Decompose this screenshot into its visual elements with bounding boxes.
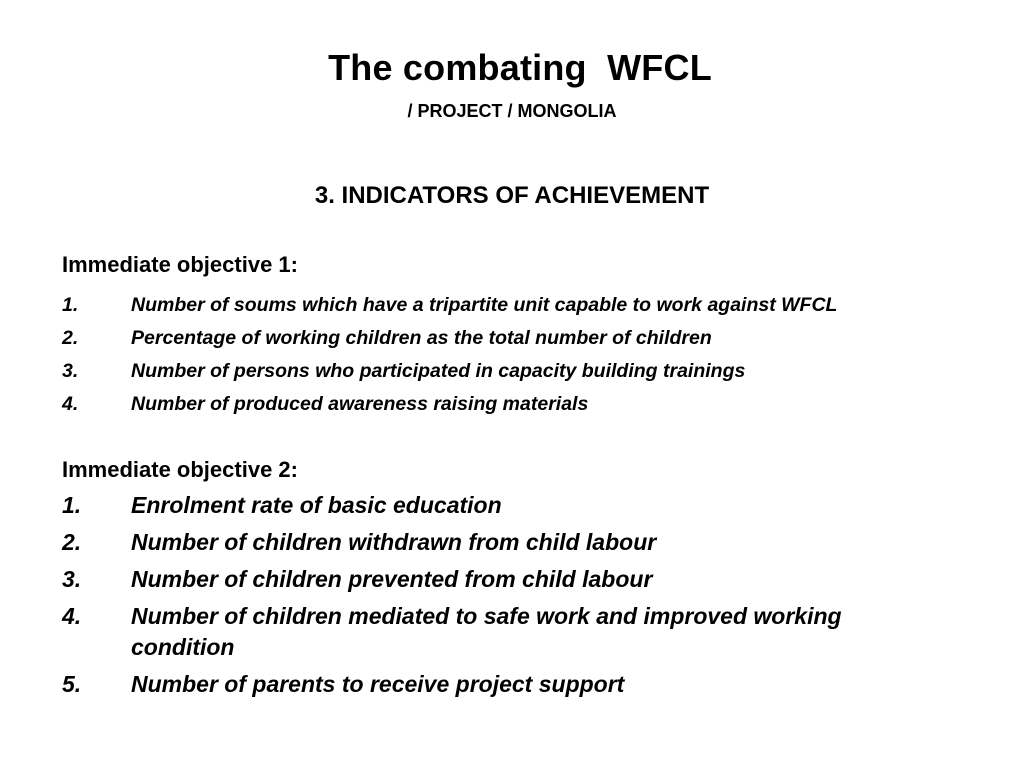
list-item	[62, 355, 837, 388]
list-item	[62, 490, 942, 521]
list-item-text: Number of parents to receive project support	[131, 671, 625, 697]
list-item-number: 1.	[62, 492, 82, 518]
list-item	[62, 388, 837, 421]
list-item-number: 5.	[62, 671, 82, 697]
objective-1-heading: Immediate objective 1:	[62, 252, 298, 277]
objective-2-heading: Immediate objective 2:	[62, 457, 298, 482]
list-item-text: Number of children withdrawn from child labour	[131, 529, 657, 555]
list-item-text: Number of soums which have a tripartite unit capable to work against WFCL	[131, 294, 838, 316]
slide-subtitle: / PROJECT / MONGOLIA	[407, 101, 617, 121]
list-item-text: Percentage of working children as the total number of children	[131, 327, 712, 349]
list-item	[62, 289, 837, 322]
objective-2-list	[62, 490, 942, 706]
list-item-text: Number of children prevented from child labour	[131, 566, 653, 592]
objective-1-list	[62, 289, 837, 421]
list-item	[62, 669, 942, 700]
section-heading: 3. INDICATORS OF ACHIEVEMENT	[314, 182, 710, 209]
list-item-text: Number of produced awareness raising materials	[131, 393, 589, 415]
list-item	[62, 527, 942, 558]
list-item	[62, 601, 942, 663]
list-item-number: 4.	[62, 603, 82, 629]
list-item-text: Number of persons who participated in capacity building trainings	[131, 360, 746, 382]
list-item	[62, 564, 942, 595]
list-item-number: 4.	[62, 393, 79, 415]
list-item-number: 2.	[62, 327, 79, 349]
list-item-number: 3.	[62, 360, 79, 382]
slide-title: The combating WFCL	[328, 47, 712, 88]
list-item	[62, 322, 837, 355]
list-item-number: 2.	[62, 529, 82, 555]
list-item-number: 3.	[62, 566, 82, 592]
list-item-text: Number of children mediated to safe work and improved working condition	[131, 603, 842, 660]
list-item-number: 1.	[62, 294, 79, 316]
list-item-text: Enrolment rate of basic education	[131, 492, 502, 518]
